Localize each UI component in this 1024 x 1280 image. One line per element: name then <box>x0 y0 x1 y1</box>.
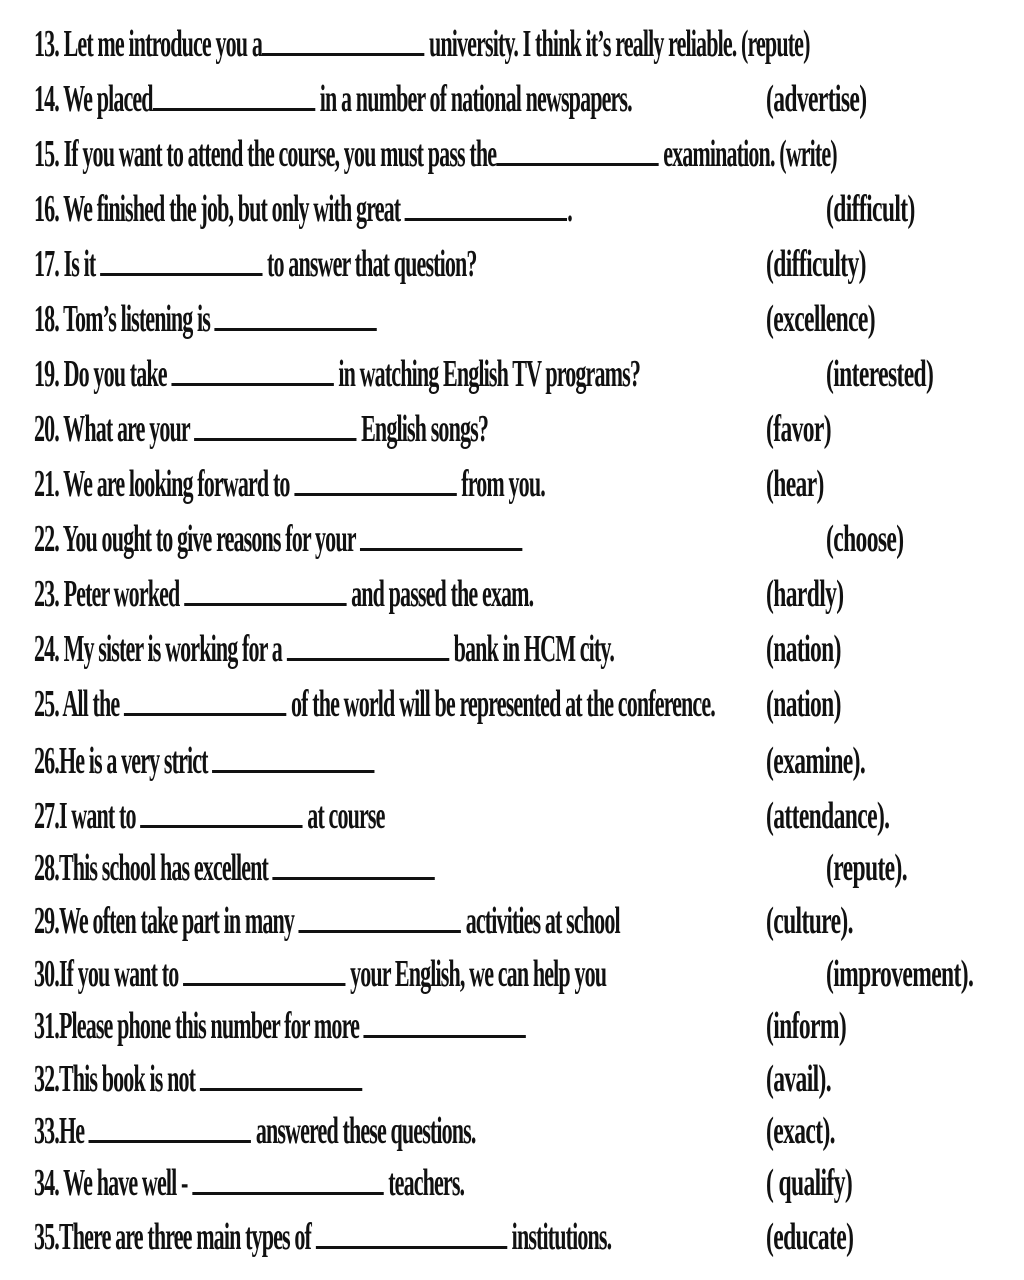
question-text <box>34 404 488 454</box>
word-hint: (nation) <box>766 683 841 725</box>
word-hint: (examine). <box>766 740 866 782</box>
question-text-after: university. I think it’s really reliable. (repute) <box>424 23 810 65</box>
question-text-before: 35.There are three main types of <box>34 1216 316 1258</box>
question-text <box>34 736 375 786</box>
question-text-after: in a number of national newspapers. <box>315 78 632 120</box>
question-23 <box>0 569 1024 619</box>
word-hint: (excellence) <box>766 298 875 340</box>
question-text-before: 15. If you want to attend the course, you must pass the <box>34 133 497 175</box>
question-text <box>34 624 614 674</box>
question-text <box>34 514 522 564</box>
question-20 <box>0 404 1024 454</box>
word-hint: (difficulty) <box>766 243 866 285</box>
word-hint: (educate) <box>766 1216 854 1258</box>
question-26 <box>0 736 1024 786</box>
question-33 <box>0 1106 1024 1156</box>
word-hint: (avail). <box>766 1058 832 1100</box>
question-text-before: 26.He is a very strict <box>34 740 213 782</box>
question-text-before: 13. Let me introduce you a <box>34 23 262 65</box>
word-hint: (interested) <box>826 353 934 395</box>
word-hint: ( qualify) <box>766 1162 853 1204</box>
question-text <box>34 1054 362 1104</box>
answer-blank[interactable] <box>215 324 377 331</box>
question-text <box>34 74 632 124</box>
question-18 <box>0 294 1024 344</box>
question-text <box>34 949 606 999</box>
answer-blank[interactable] <box>200 1084 362 1091</box>
answer-blank[interactable] <box>273 873 435 880</box>
answer-blank[interactable] <box>405 214 567 221</box>
question-text <box>34 1212 611 1262</box>
question-25 <box>0 679 1024 729</box>
question-16 <box>0 184 1024 234</box>
question-text <box>34 459 545 509</box>
answer-blank[interactable] <box>89 1136 251 1143</box>
question-text <box>34 1106 476 1156</box>
question-text-after: . <box>567 188 572 230</box>
word-hint: (repute). <box>826 847 908 889</box>
question-text-before: 32.This book is not <box>34 1058 200 1100</box>
word-hint: (exact). <box>766 1110 835 1152</box>
question-text-before: 25. All the <box>34 683 124 725</box>
question-text <box>34 184 572 234</box>
question-text-before: 22. You ought to give reasons for your <box>34 518 360 560</box>
question-text-before: 21. We are looking forward to <box>34 463 295 505</box>
answer-blank[interactable] <box>100 269 262 276</box>
question-34 <box>0 1158 1024 1208</box>
answer-blank[interactable] <box>184 599 346 606</box>
question-text-before: 27.I want to <box>34 795 141 837</box>
answer-blank[interactable] <box>262 49 424 56</box>
answer-blank[interactable] <box>192 1188 383 1195</box>
question-text <box>34 1158 464 1208</box>
question-14 <box>0 74 1024 124</box>
word-hint: (hear) <box>766 463 824 505</box>
answer-blank[interactable] <box>194 434 356 441</box>
question-17 <box>0 239 1024 289</box>
answer-blank[interactable] <box>360 544 522 551</box>
question-text-after: answered these questions. <box>251 1110 476 1152</box>
answer-blank[interactable] <box>212 766 374 773</box>
question-text <box>34 19 810 69</box>
question-text-before: 20. What are your <box>34 408 195 450</box>
question-text-before: 31.Please phone this number for more <box>34 1005 364 1047</box>
answer-blank[interactable] <box>183 979 345 986</box>
question-27 <box>0 791 1024 841</box>
question-text-after: in watching English TV programs? <box>333 353 640 395</box>
question-text-after: activities at school <box>461 900 620 942</box>
answer-blank[interactable] <box>316 1242 507 1249</box>
question-text-before: 30.If you want to <box>34 953 184 995</box>
question-32 <box>0 1054 1024 1104</box>
answer-blank[interactable] <box>294 489 456 496</box>
answer-blank[interactable] <box>364 1031 526 1038</box>
question-28 <box>0 843 1024 893</box>
question-text <box>34 679 715 729</box>
word-hint: (choose) <box>826 518 904 560</box>
question-text-after: from you. <box>456 463 545 505</box>
question-text-before: 33.He <box>34 1110 89 1152</box>
question-text-after: of the world will be represented at the conference. <box>286 683 715 725</box>
word-hint: (difficult) <box>826 188 915 230</box>
question-text-after: institutions. <box>507 1216 612 1258</box>
word-hint: (improvement). <box>826 953 974 995</box>
word-hint: (culture). <box>766 900 853 942</box>
answer-blank[interactable] <box>496 159 658 166</box>
question-text-before: 17. Is it <box>34 243 101 285</box>
question-text-after: examination. (write) <box>658 133 837 175</box>
question-text-after: and passed the exam. <box>346 573 534 615</box>
question-30 <box>0 949 1024 999</box>
question-text-before: 23. Peter worked <box>34 573 185 615</box>
word-hint: (advertise) <box>766 78 867 120</box>
question-text-before: 18. Tom’s listening is <box>34 298 215 340</box>
question-19 <box>0 349 1024 399</box>
answer-blank[interactable] <box>171 379 333 386</box>
answer-blank[interactable] <box>153 104 315 111</box>
word-hint: (inform) <box>766 1005 847 1047</box>
question-text-before: 14. We placed <box>34 78 153 120</box>
question-22 <box>0 514 1024 564</box>
question-text <box>34 896 620 946</box>
question-text <box>34 569 533 619</box>
question-text-after: teachers. <box>383 1162 465 1204</box>
question-text-after: bank in HCM city. <box>448 628 614 670</box>
question-13 <box>0 19 1024 69</box>
question-text <box>34 843 435 893</box>
question-29 <box>0 896 1024 946</box>
answer-blank[interactable] <box>287 654 449 661</box>
answer-blank[interactable] <box>299 926 461 933</box>
word-hint: (hardly) <box>766 573 844 615</box>
word-hint: (nation) <box>766 628 841 670</box>
question-21 <box>0 459 1024 509</box>
word-hint: (attendance). <box>766 795 890 837</box>
question-text <box>34 349 640 399</box>
question-24 <box>0 624 1024 674</box>
question-text-after: at course <box>302 795 385 837</box>
question-text <box>34 294 377 344</box>
word-hint: (favor) <box>766 408 832 450</box>
question-text <box>34 791 385 841</box>
question-text-before: 16. We finished the job, but only with great <box>34 188 405 230</box>
question-text-before: 28.This school has excellent <box>34 847 273 889</box>
question-text-after: to answer that question? <box>262 243 477 285</box>
question-text <box>34 129 837 179</box>
question-text-before: 29.We often take part in many <box>34 900 299 942</box>
question-text <box>34 1001 526 1051</box>
question-35 <box>0 1212 1024 1262</box>
answer-blank[interactable] <box>140 821 302 828</box>
question-text-before: 34. We have well - <box>34 1162 193 1204</box>
question-text-after: your English, we can help you <box>345 953 607 995</box>
question-31 <box>0 1001 1024 1051</box>
question-text <box>34 239 477 289</box>
question-text-before: 19. Do you take <box>34 353 172 395</box>
question-text-before: 24. My sister is working for a <box>34 628 287 670</box>
answer-blank[interactable] <box>124 709 286 716</box>
question-text-after: English songs? <box>356 408 488 450</box>
question-15 <box>0 129 1024 179</box>
